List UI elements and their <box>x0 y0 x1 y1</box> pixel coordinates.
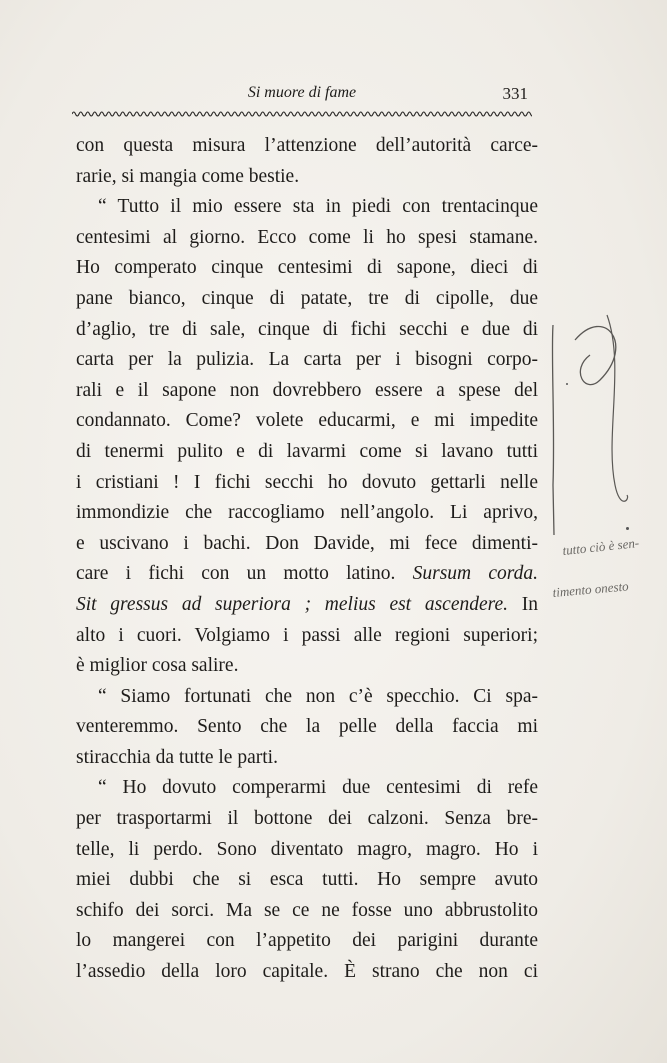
text-segment: Ho comperato cinque centesimi di sapone, dieci di <box>76 257 538 279</box>
speck <box>626 527 629 530</box>
text-line <box>76 804 538 835</box>
text-line <box>76 315 538 346</box>
text-segment: e uscivano i bachi. Don Davide, mi fece dimenti- <box>76 532 538 554</box>
text-line <box>76 162 538 193</box>
text-line <box>76 529 538 560</box>
latin-italic-text: Sit gressus ad superiora ; melius est ascendere. <box>76 593 509 615</box>
pencil-tail-stroke <box>607 315 628 501</box>
text-segment: condannato. Come? volete educarmi, e mi impedite <box>76 410 538 432</box>
text-line <box>76 253 538 284</box>
text-line <box>76 345 538 376</box>
text-line <box>76 926 538 957</box>
text-segment: “ Siamo fortunati che non c’è specchio. Ci spa- <box>98 685 538 707</box>
text-segment: i cristiani ! I fichi secchi ho dovuto gettarli nelle <box>76 471 538 493</box>
text-line <box>76 682 538 713</box>
text-segment: rali e il sapone non dovrebbero essere a spese del <box>76 379 538 401</box>
text-line <box>76 957 538 988</box>
pencil-bracket-stroke <box>552 325 554 535</box>
text-segment: l’assedio della loro capitale. È strano che non ci <box>76 961 538 983</box>
annotation-line-1: tutto ciò è sen- <box>561 535 640 558</box>
text-segment: In <box>508 593 538 615</box>
text-segment: “ Tutto il mio essere sta in piedi con trentacinque <box>98 196 538 218</box>
text-segment: lo mangerei con l’appetito dei parigini durante <box>76 930 538 952</box>
wavy-header-rule <box>72 108 532 120</box>
pencil-loop-stroke <box>575 326 616 384</box>
text-line <box>76 835 538 866</box>
speck <box>566 383 568 385</box>
running-title: Si muore di fame <box>247 84 357 101</box>
text-line <box>76 896 538 927</box>
text-segment: alto i cuori. Volgiamo i passi alle regioni superiori; <box>76 624 538 646</box>
text-line <box>76 192 538 223</box>
text-line <box>76 651 538 682</box>
text-segment: stiracchia da tutte le parti. <box>76 746 278 768</box>
pencil-margin-annotation <box>545 285 667 615</box>
text-line <box>76 284 538 315</box>
text-segment: con questa misura l’attenzione dell’autorità carce- <box>76 135 538 156</box>
text-segment: per trasportarmi il bottone dei calzoni. Senza bre- <box>76 808 538 830</box>
text-segment: pane bianco, cinque di patate, tre di cipolle, due <box>76 287 538 309</box>
latin-italic-text: Sursum corda. <box>412 563 539 585</box>
text-segment: schifo dei sorci. Ma se ce ne fosse uno abbrustolito <box>76 899 538 921</box>
text-line <box>76 621 538 652</box>
text-line <box>76 559 538 590</box>
text-line <box>76 131 538 162</box>
text-line <box>76 743 538 774</box>
text-line <box>76 865 538 896</box>
text-segment: venteremmo. Sento che la pelle della faccia mi <box>76 716 538 738</box>
text-segment: “ Ho dovuto comperarmi due centesimi di refe <box>98 777 538 799</box>
page-number: 331 <box>502 84 528 103</box>
text-segment: centesimi al giorno. Ecco come li ho spesi stamane. <box>76 226 538 248</box>
text-line <box>76 437 538 468</box>
text-line <box>76 590 538 621</box>
text-segment: miei dubbi che si esca tutti. Ho sempre avuto <box>76 869 538 891</box>
annotation-line-2: timento onesto <box>551 578 630 600</box>
text-line <box>76 712 538 743</box>
text-segment: di tenermi pulito e di lavarmi come si lavano tutti <box>76 440 538 462</box>
text-segment: immondizie che raccogliamo nell’angolo. Li aprivo, <box>76 502 538 524</box>
body-text <box>76 131 538 988</box>
text-line <box>76 773 538 804</box>
text-line <box>76 498 538 529</box>
text-segment: d’aglio, tre di sale, cinque di fichi secchi e due di <box>76 318 538 340</box>
text-segment: telle, li perdo. Sono diventato magro, magro. Ho i <box>76 838 538 860</box>
text-segment: è miglior cosa salire. <box>76 655 239 677</box>
text-line <box>76 468 538 499</box>
text-line <box>76 223 538 254</box>
text-segment: rarie, si mangia come bestie. <box>76 165 300 187</box>
text-segment: care i fichi con un motto latino. <box>76 563 413 585</box>
text-segment: carta per la pulizia. La carta per i bisogni corpo- <box>76 349 538 371</box>
text-line <box>76 406 538 437</box>
text-line <box>76 376 538 407</box>
